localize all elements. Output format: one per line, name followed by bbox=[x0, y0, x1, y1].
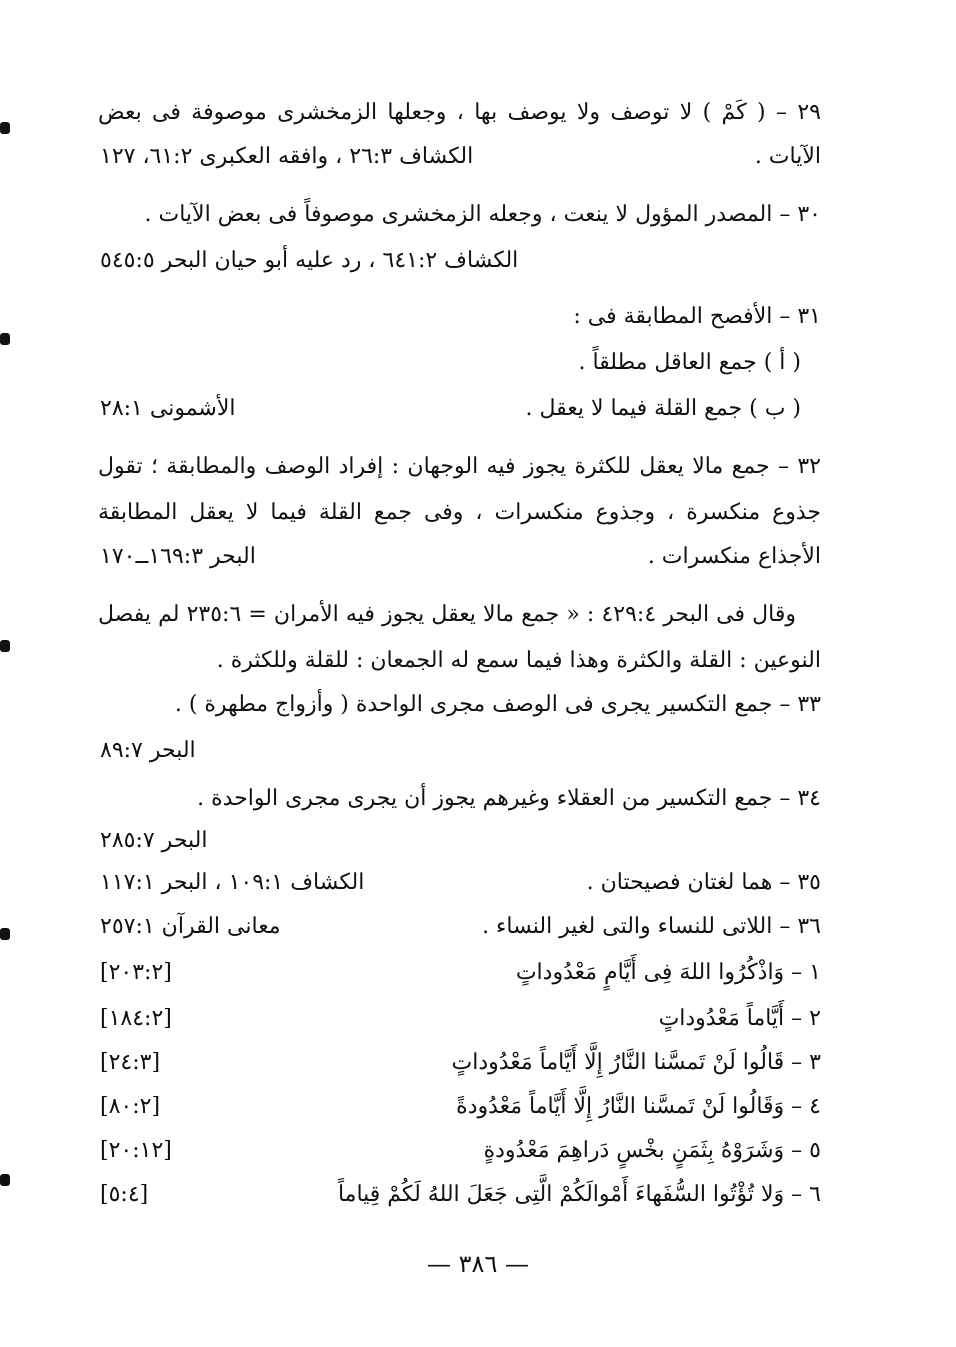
item-35-reference: الكشاف ١٠٩:١ ، البحر ١١٧:١ bbox=[100, 870, 365, 895]
page-number: — ٣٨٦ — bbox=[427, 1250, 529, 1278]
item-31-point-a: ( أ ) جمع العاقل مطلقاً . bbox=[578, 350, 801, 375]
verse-3: ٣ – قَالُوا لَنْ تَمسَّنا النَّارُ إِلَّا أَيَّاماً مَعْدُوداتٍ bbox=[451, 1050, 821, 1075]
verse-6-reference: [٥:٤] bbox=[100, 1182, 149, 1207]
item-29-line-1: ٢٩ – ( كَمْ ) لا توصف ولا يوصف بها ، وجعلها الزمخشرى موصوفة فى بعض bbox=[98, 100, 821, 125]
item-36-reference: معانى القرآن ٢٥٧:١ bbox=[100, 914, 281, 939]
item-30-line-1: ٣٠ – المصدر المؤول لا ينعت ، وجعله الزمخشرى موصوفاً فى بعض الآيات . bbox=[144, 202, 821, 227]
item-33-reference: البحر ٨٩:٧ bbox=[100, 738, 196, 763]
item-35-line-1: ٣٥ – هما لغتان فصيحتان . bbox=[586, 870, 821, 895]
item-32-reference: البحر ١٦٩:٣ــ١٧٠ bbox=[100, 544, 256, 569]
verse-3-reference: [٢٤:٣] bbox=[100, 1050, 161, 1075]
item-32-note-line-1: وقال فى البحر ٤٢٩:٤ : « جمع مالا يعقل يجوز فيه الأمران = ٢٣٥:٦ لم يفصل bbox=[98, 602, 796, 627]
item-32-line-1: ٣٢ – جمع مالا يعقل للكثرة يجوز فيه الوجهان : إفراد الوصف والمطابقة ؛ تقول bbox=[98, 454, 821, 479]
verse-4-reference: [٨٠:٢] bbox=[100, 1094, 161, 1119]
verse-5: ٥ – وَشَرَوْهُ بِثَمَنٍ بخْسٍ دَراهِمَ مَعْدُودةٍ bbox=[483, 1138, 821, 1163]
verse-1: ١ – وَاذْكُرُوا اللهَ فِى أَيَّامٍ مَعْدُوداتٍ bbox=[515, 960, 821, 985]
margin-mark bbox=[0, 1174, 10, 1186]
item-31-reference: الأشمونى ٢٨:١ bbox=[100, 396, 236, 421]
margin-mark bbox=[0, 333, 10, 345]
verse-6: ٦ – وَلا تُؤْتُوا السُّفَهاءَ أَمْوالَكُمْ الَّتِى جَعَلَ اللهُ لَكُمْ قِياماً bbox=[337, 1182, 821, 1207]
item-32-line-2: جذوع منكسرة ، وجذوع منكسرات ، وفى جمع القلة فيما لا يعقل المطابقة bbox=[98, 500, 821, 525]
verse-5-reference: [٢٠:١٢] bbox=[100, 1138, 172, 1163]
item-36-line-1: ٣٦ – اللاتى للنساء والتى لغير النساء . bbox=[482, 914, 821, 939]
margin-mark bbox=[0, 928, 10, 940]
item-30-reference: الكشاف ٦٤١:٢ ، رد عليه أبو حيان البحر ٥٤٥:٥ bbox=[100, 248, 519, 273]
item-31-line-1: ٣١ – الأفصح المطابقة فى : bbox=[573, 304, 821, 329]
item-33-line-1: ٣٣ – جمع التكسير يجرى فى الوصف مجرى الواحدة ( وأزواج مطهرة ) . bbox=[174, 692, 821, 717]
item-34-reference: البحر ٢٨٥:٧ bbox=[100, 828, 208, 853]
margin-mark bbox=[0, 122, 10, 134]
verse-2-reference: [١٨٤:٢] bbox=[100, 1006, 172, 1031]
item-34-line-1: ٣٤ – جمع التكسير من العقلاء وغيرهم يجوز أن يجرى مجرى الواحدة . bbox=[197, 786, 821, 811]
item-32-note-line-2: النوعين : القلة والكثرة وهذا فيما سمع له الجمعان : للقلة وللكثرة . bbox=[216, 648, 821, 673]
item-29-reference: الكشاف ٢٦:٣ ، وافقه العكبرى ٦١:٢، ١٢٧ bbox=[100, 144, 474, 169]
item-32-line-3: الأجذاع منكسرات . bbox=[647, 544, 821, 569]
item-31-point-b: ( ب ) جمع القلة فيما لا يعقل . bbox=[525, 396, 801, 421]
verse-2: ٢ – أَيَّاماً مَعْدُوداتٍ bbox=[658, 1006, 821, 1031]
margin-mark bbox=[0, 640, 10, 652]
verse-4: ٤ – وَقَالُوا لَنْ تَمسَّنا النَّارُ إِلَّا أَيَّاماً مَعْدُودةً bbox=[456, 1094, 821, 1119]
verse-1-reference: [٢٠٣:٢] bbox=[100, 960, 172, 985]
item-29-line-2: الآيات . bbox=[754, 144, 821, 169]
